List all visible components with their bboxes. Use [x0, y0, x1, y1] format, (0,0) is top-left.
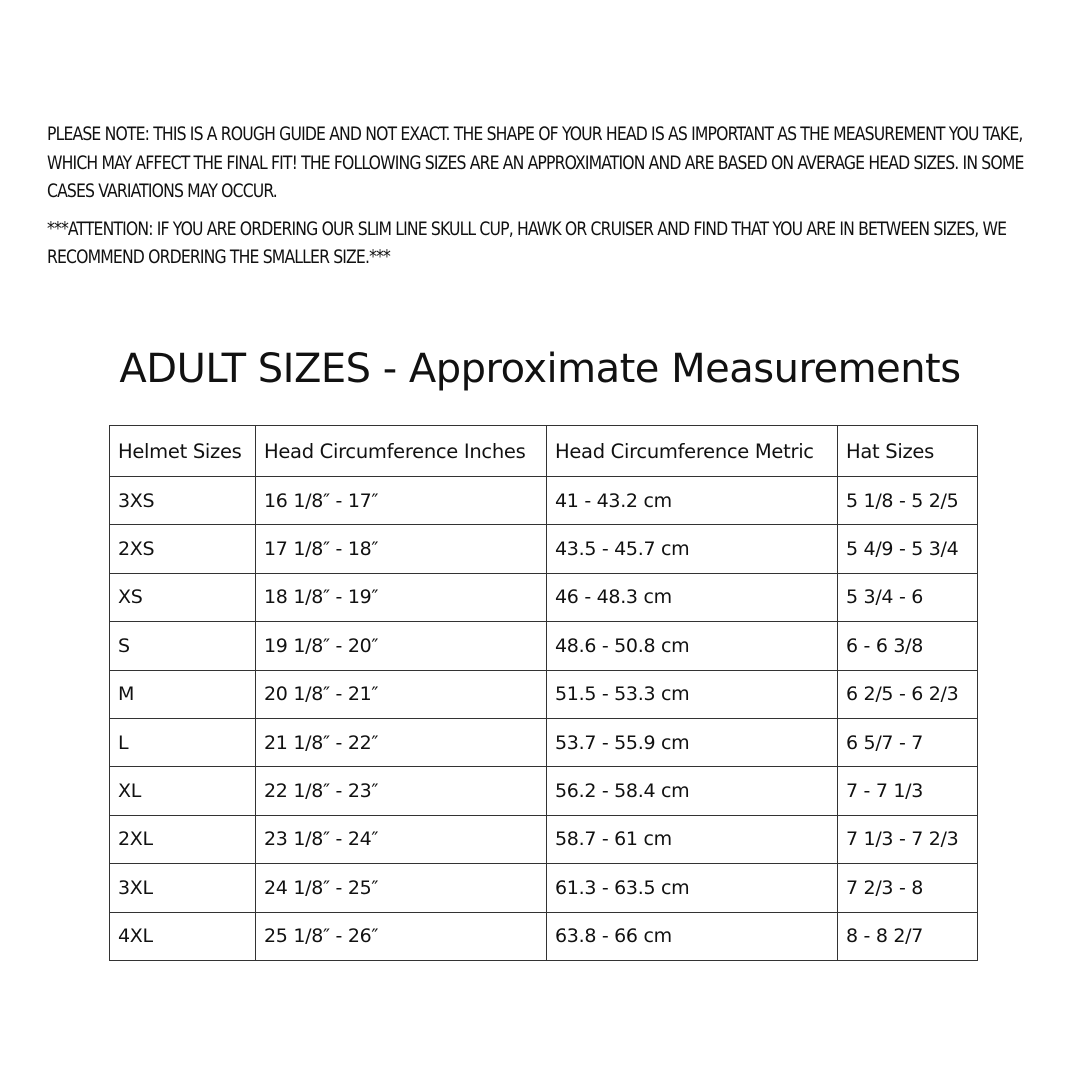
inches-cell: 24 1/8″ - 25″ [256, 864, 547, 912]
header-hat-sizes: Hat Sizes [838, 426, 978, 477]
metric-cell: 43.5 - 45.7 cm [547, 525, 838, 573]
inches-cell: 21 1/8″ - 22″ [256, 718, 547, 766]
fit-disclaimer-text: PLEASE NOTE: THIS IS A ROUGH GUIDE AND NOT EXACT. THE SHAPE OF YOUR HEAD IS AS IMPORTANT AS THE MEASUREMENT YOU TAKE, WHICH MAY AFFECT THE FINAL FIT! THE FOLLOWING SIZES ARE AN APPROXIMATION AND ARE BASED ON AVERAGE HEAD SIZES. IN SOME CASES VARIATIONS MAY OCCUR. [47, 124, 1024, 202]
table-row [110, 622, 978, 670]
table-row [110, 718, 978, 766]
helmet-size-cell: 3XS [110, 477, 256, 525]
inches-cell: 20 1/8″ - 21″ [256, 670, 547, 718]
hat-size-cell: 6 5/7 - 7 [838, 718, 978, 766]
hat-size-cell: 6 2/5 - 6 2/3 [838, 670, 978, 718]
inches-cell: 19 1/8″ - 20″ [256, 622, 547, 670]
helmet-size-cell: XS [110, 573, 256, 621]
inches-cell: 25 1/8″ - 26″ [256, 912, 547, 960]
table-row [110, 573, 978, 621]
table-row [110, 912, 978, 960]
metric-cell: 58.7 - 61 cm [547, 815, 838, 863]
helmet-size-cell: L [110, 718, 256, 766]
hat-size-cell: 7 2/3 - 8 [838, 864, 978, 912]
helmet-size-cell: M [110, 670, 256, 718]
metric-cell: 56.2 - 58.4 cm [547, 767, 838, 815]
table-header-row [110, 426, 978, 477]
hat-size-cell: 6 - 6 3/8 [838, 622, 978, 670]
hat-size-cell: 5 3/4 - 6 [838, 573, 978, 621]
table-row [110, 670, 978, 718]
table-row [110, 815, 978, 863]
hat-size-cell: 7 - 7 1/3 [838, 767, 978, 815]
metric-cell: 61.3 - 63.5 cm [547, 864, 838, 912]
header-helmet-sizes: Helmet Sizes [110, 426, 256, 477]
page-title: ADULT SIZES - Approximate Measurements [119, 346, 961, 392]
helmet-size-cell: XL [110, 767, 256, 815]
table-row [110, 525, 978, 573]
inches-cell: 22 1/8″ - 23″ [256, 767, 547, 815]
helmet-size-cell: 2XL [110, 815, 256, 863]
inches-cell: 18 1/8″ - 19″ [256, 573, 547, 621]
table-row [110, 767, 978, 815]
metric-cell: 41 - 43.2 cm [547, 477, 838, 525]
metric-cell: 53.7 - 55.9 cm [547, 718, 838, 766]
header-head-circumference-metric: Head Circumference Metric [547, 426, 838, 477]
metric-cell: 48.6 - 50.8 cm [547, 622, 838, 670]
helmet-size-cell: 4XL [110, 912, 256, 960]
hat-size-cell: 7 1/3 - 7 2/3 [838, 815, 978, 863]
inches-cell: 23 1/8″ - 24″ [256, 815, 547, 863]
metric-cell: 63.8 - 66 cm [547, 912, 838, 960]
hat-size-cell: 5 4/9 - 5 3/4 [838, 525, 978, 573]
helmet-size-cell: 2XS [110, 525, 256, 573]
hat-size-cell: 8 - 8 2/7 [838, 912, 978, 960]
helmet-size-cell: 3XL [110, 864, 256, 912]
inches-cell: 17 1/8″ - 18″ [256, 525, 547, 573]
metric-cell: 46 - 48.3 cm [547, 573, 838, 621]
hat-size-cell: 5 1/8 - 5 2/5 [838, 477, 978, 525]
table-row [110, 477, 978, 525]
inches-cell: 16 1/8″ - 17″ [256, 477, 547, 525]
metric-cell: 51.5 - 53.3 cm [547, 670, 838, 718]
table-row [110, 864, 978, 912]
helmet-size-cell: S [110, 622, 256, 670]
attention-notice-text: ***ATTENTION: IF YOU ARE ORDERING OUR SLIM LINE SKULL CUP, HAWK OR CRUISER AND FIND THAT YOU ARE IN BETWEEN SIZES, WE RECOMMEND ORDERING THE SMALLER SIZE.*** [47, 218, 1007, 268]
header-head-circumference-inches: Head Circumference Inches [256, 426, 547, 477]
size-guide-notes [47, 121, 1057, 273]
size-chart-table [109, 425, 978, 961]
